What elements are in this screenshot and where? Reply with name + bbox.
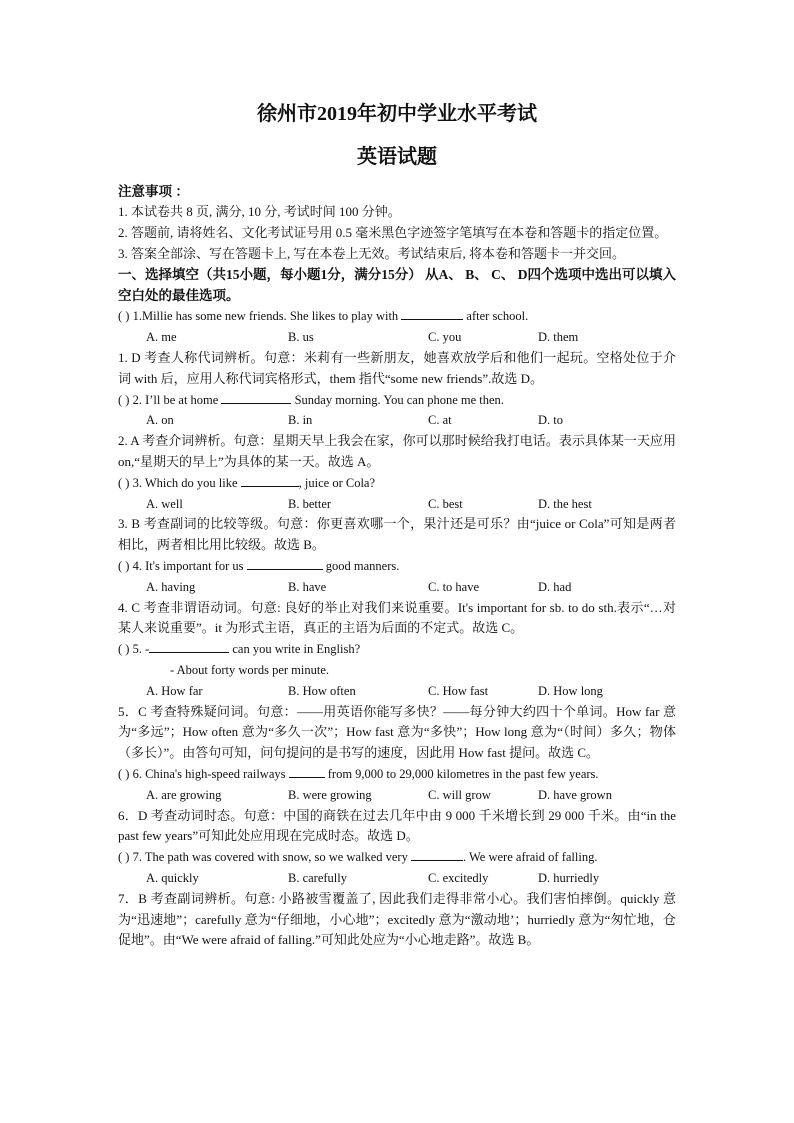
- option-a: A. are growing: [146, 787, 222, 802]
- section-heading: 一、选择填空（共15小题，每小题1分，满分15分） 从A、 B、 C、 D四个选项中选出可以填入空白处的最佳选项。: [118, 267, 677, 304]
- question-text: ( ) 1.Millie has some new friends. She likes to play with: [118, 309, 402, 324]
- question-text: good manners.: [322, 558, 400, 573]
- option-c: C. to have: [428, 579, 480, 594]
- options-row: [118, 681, 676, 702]
- question-stem: [118, 556, 676, 577]
- notice-heading: 注意事项 ：: [118, 184, 189, 199]
- question-text: ( ) 3. Which do you like: [118, 475, 241, 490]
- answer-explanation: 5．C 考查特殊疑问词。句意：——用英语你能写多快？——每分钟大约四十个单词。How far 意为“多远”；How often 意为“多久一次”；How fast 意为“多快”；How long 意为“（时间）多久；物体（多长）”。由答句可知，问句提问的是书写的速度，因此用 How fast 提问。故选 C。: [118, 703, 676, 761]
- answer-explanation: 6．D 考查动词时态。句意：中国的商铁在过去几年中由 9 000 千米增长到 29 000 千米。由“in the past few years”可知此处应用现在完成时态。故选 D。: [118, 807, 676, 844]
- answer-blank: [247, 556, 323, 570]
- answer-blank: [401, 306, 463, 320]
- option-c: C. best: [428, 496, 463, 511]
- question-text: ( ) 5. -: [118, 642, 150, 657]
- question-stem: [118, 764, 676, 785]
- answer-blank: [289, 764, 325, 778]
- option-a: A. having: [146, 579, 196, 594]
- option-d: D. had: [538, 579, 572, 594]
- options-row: [118, 494, 676, 515]
- question-text: ( ) 6. China's high-speed railways: [118, 766, 289, 781]
- question-stem: [118, 639, 676, 660]
- question-stem: [118, 306, 676, 327]
- options-row: [118, 577, 676, 598]
- option-a: A. How far: [146, 683, 203, 698]
- answer-explanation: 4. C 考查非谓语动词。句意: 良好的举止对我们来说重要。It's important for sb. to do sth.表示“…对某人来说重要”。it 为形式主语，真正的主语为后面的不定式。故选 C。: [118, 599, 676, 636]
- question-text: from 9,000 to 29,000 kilometres in the past few years.: [324, 766, 599, 781]
- question-stem: [118, 473, 676, 494]
- option-b: B. have: [288, 579, 327, 594]
- question-text: Sunday morning. You can phone me then.: [291, 392, 504, 407]
- exam-title: 徐州市2019年初中学业水平考试: [257, 103, 537, 125]
- option-c: C. excitedly: [428, 870, 489, 885]
- answer-explanation: 3. B 考查副词的比较等级。句意：你更喜欢哪一个，果汁还是可乐？由“juice or Cola”可知是两者相比，两者相比用比较级。故选 B。: [118, 516, 676, 553]
- question-list: [118, 306, 676, 951]
- option-a: A. well: [146, 496, 183, 511]
- options-row: [118, 410, 676, 431]
- answer-explanation: 2. A 考查介词辨析。句意：星期天早上我会在家，你可以那时候给我打电话。表示具体某一天应用 on,“星期天的早上”为具体的某一天。故选 A。: [118, 433, 676, 469]
- dialogue-reply: - About forty words per minute.: [170, 662, 330, 677]
- option-c: C. at: [428, 413, 452, 428]
- option-d: D. hurriedly: [538, 870, 600, 885]
- option-d: D. them: [538, 330, 579, 345]
- option-a: A. on: [146, 413, 174, 428]
- question-stem: [118, 847, 676, 868]
- option-c: C. How fast: [428, 683, 489, 698]
- question-text: ( ) 7. The path was covered with snow, so we walked very: [118, 850, 411, 865]
- option-b: B. were growing: [288, 787, 372, 802]
- notice-item: 3. 答案全部涂、写在答题卡上, 写在本卷上无效。考试结束后, 将本卷和答题卡一并交回。: [118, 245, 626, 261]
- question-text: after school.: [463, 309, 529, 324]
- option-c: C. you: [428, 330, 462, 345]
- answer-blank: [241, 473, 299, 487]
- exam-page: [118, 100, 676, 951]
- option-d: D. the hest: [538, 496, 592, 511]
- notice-block: [118, 181, 676, 264]
- answer-blank: [149, 639, 229, 653]
- option-d: D. How long: [538, 683, 603, 698]
- notice-item: 1. 本试卷共 8 页, 满分, 10 分, 考试时间 100 分钟。: [118, 204, 401, 219]
- answer-blank: [411, 847, 463, 861]
- question-text: ( ) 4. It's important for us: [118, 558, 247, 573]
- question-text: can you write in English?: [229, 642, 361, 657]
- question-text: , juice or Cola?: [298, 475, 376, 490]
- option-b: B. us: [288, 330, 314, 345]
- option-a: A. me: [146, 330, 177, 345]
- question-text: . We were afraid of falling.: [462, 850, 598, 865]
- options-row: [118, 868, 676, 889]
- option-b: B. carefully: [288, 870, 348, 885]
- option-a: A. quickly: [146, 870, 199, 885]
- option-c: C. will grow: [428, 787, 491, 802]
- question-text: ( ) 2. I’ll be at home: [118, 392, 222, 407]
- answer-explanation: 1. D 考查人称代词辨析。句意：米莉有一些新朋友，她喜欢放学后和他们一起玩。空格处位于介词 with 后，应用人称代词宾格形式，them 指代“some new friends”.故选 D。: [118, 349, 676, 386]
- answer-blank: [221, 390, 291, 404]
- answer-explanation: 7．B 考查副词辨析。句意: 小路被雪覆盖了, 因此我们走得非常小心。我们害怕摔倒。quickly 意为“迅速地”；carefully 意为“仔细地，小心地”；excitedly 意为“激动地’；hurriedly 意为“匆忙地，仓促地”。由“We were afraid of falling.”可知此处应为“小心地走路”。故选 B。: [118, 890, 676, 948]
- option-d: D. to: [538, 413, 563, 428]
- option-b: B. in: [288, 413, 313, 428]
- question-stem: [118, 390, 676, 411]
- exam-subtitle: 英语试题: [357, 146, 437, 168]
- notice-item: 2. 答题前, 请将姓名、文化考试证号用 0.5 毫米黑色字迹签字笔填写在本卷和答题卡的指定位置。: [118, 224, 668, 240]
- options-row: [118, 785, 676, 806]
- option-b: B. How often: [288, 683, 356, 698]
- option-b: B. better: [288, 496, 332, 511]
- options-row: [118, 327, 676, 348]
- option-d: D. have grown: [538, 787, 612, 802]
